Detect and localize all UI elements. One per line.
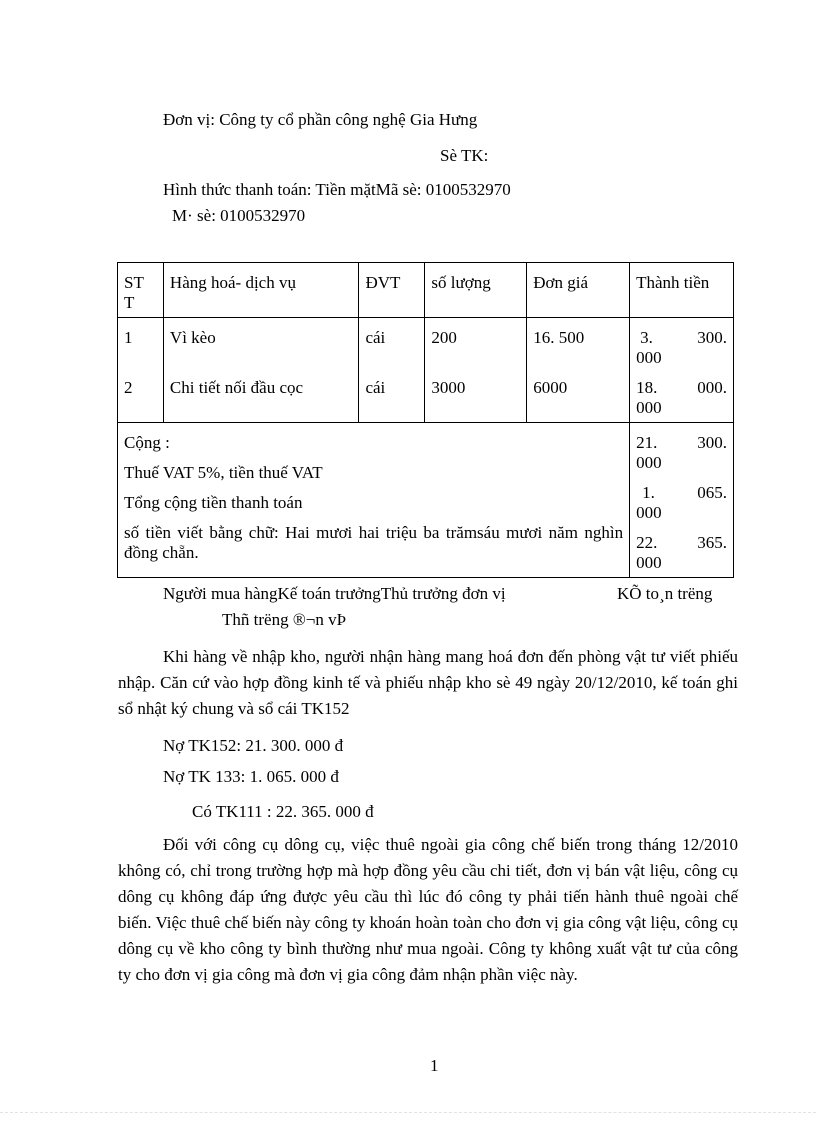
paragraph-1: Khi hàng về nhập kho, người nhận hàng mang hoá đơn đến phòng vật tư viết phiếu nhập. Căn cứ vào hợp đồng kinh tế và phiếu nhập kho sè 49 ngày 20/12/2010, kế toán ghi sổ nhật ký chung và sổ cái TK152 [118,647,738,718]
paragraph-2: Đối với công cụ dông cụ, việc thuê ngoài gia công chế biến trong tháng 12/2010 không có, chỉ trong trường hợp mà hợp đồng yêu cầu chi tiết, đơn vị bán vật liệu, công cụ dông cụ không đáp ứng được yêu cầu thì lúc đó công ty phải tiến hành thuê ngoài chế biến. Việc thuê chế biến này công ty khoán hoàn toàn cho đơn vị gia công vật liệu, công cụ dông cụ về kho công ty bình thường như mua ngoài. Công ty không xuất vật tư của công ty cho đơn vị gia công mà đơn vị gia công đảm nhận phần việc này. [118,835,738,984]
summary-row [118,423,734,578]
cell-price: 16. 500 6000 [527,318,630,423]
cell-stt: 1 2 [118,318,164,423]
vat-label: Thuế VAT 5%, tiền thuế VAT [124,463,323,482]
signature-line-2: Thñ trëng ®¬n vÞ [222,610,347,629]
cell-amount: 3. 300. 000 18. 000. 000 [630,318,734,423]
don-vi-line: Đơn vị: Công ty cổ phần công nghệ Gia Hưng [163,110,478,129]
cell-unit: cái cái [359,318,425,423]
journal-entry-debit-133: Nợ TK 133: 1. 065. 000 đ [163,767,339,786]
ma-so-line: M· sè: 0100532970 [172,206,306,225]
journal-entry-credit-111: Có TK111 : 22. 365. 000 đ [192,802,374,821]
cell-qty: 200 3000 [425,318,527,423]
signature-line-1-right: KÕ to¸n trëng [617,584,713,603]
table-row [118,318,734,423]
signature-line-1: Người mua hàngKế toán trưởngThủ trưởng đơn vị [163,584,506,603]
total-label: Tổng cộng tiền thanh toán [124,493,303,512]
amount-in-words: số tiền viết bằng chữ: Hai mươi hai triệu ba trămsáu mươi năm nghìn đồng chẵn. [124,523,624,562]
cong-label: Cộng : [124,433,170,452]
header-price: Đơn giá [527,263,630,318]
cell-item: Vì kèo Chi tiết nối đầu cọc [163,318,359,423]
header-amount: Thành tiền [630,263,734,318]
table-header-row [118,263,734,318]
header-unit: ĐVT [359,263,425,318]
summary-amount-cell: 21. 300. 000 1. 065. 000 22. 365. 000 [630,423,734,578]
journal-entry-debit-152: Nợ TK152: 21. 300. 000 đ [163,736,344,755]
page-bottom-divider [0,1112,816,1113]
so-tk-line: Sè TK: [440,146,489,165]
header-qty: số lượng [425,263,527,318]
page-number: 1 [430,1056,439,1075]
payment-method-line: Hình thức thanh toán: Tiền mặtMã sè: 0100532970 [163,180,511,199]
header-item: Hàng hoá- dịch vụ [163,263,359,318]
invoice-table [117,262,734,578]
summary-text-cell [118,423,630,578]
header-stt: ST T [118,263,164,318]
